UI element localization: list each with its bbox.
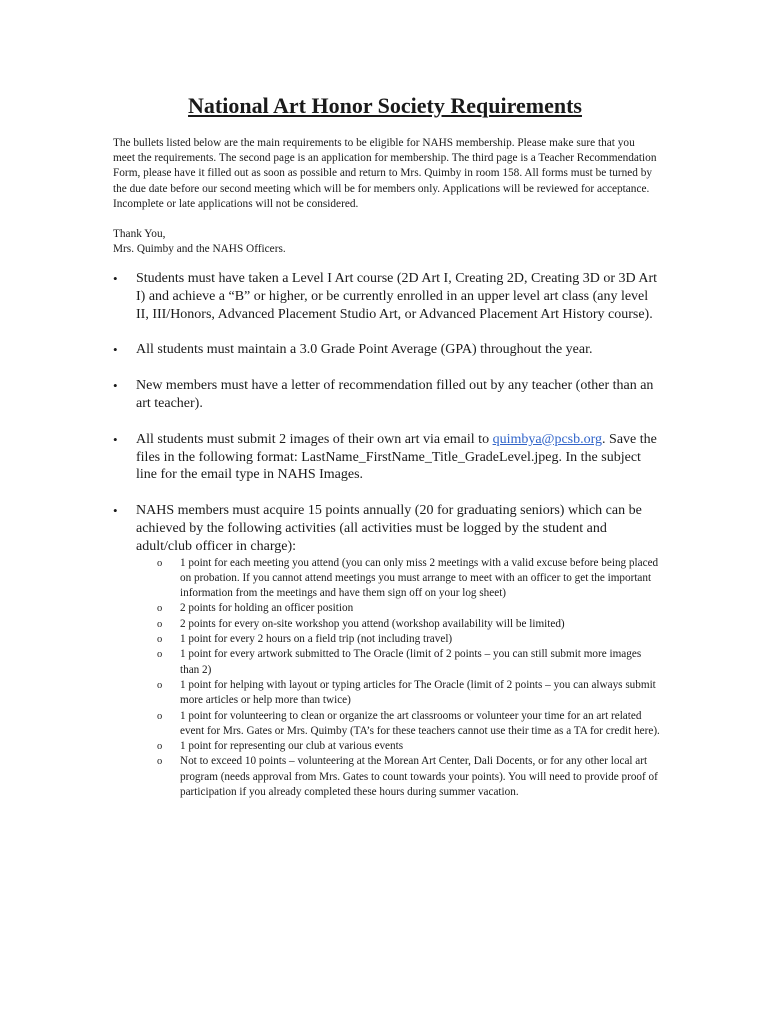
- points-item: [157, 601, 660, 616]
- points-item: [157, 754, 660, 800]
- requirement-images: [113, 431, 658, 484]
- signoff-thanks: Thank You,: [113, 228, 166, 240]
- points-item-text: 2 points for holding an officer position: [180, 602, 354, 615]
- points-item-text: 1 point for volunteering to clean or organize the art classrooms or volunteer your time for an art related event for Mrs. Gates or Mrs. Quimby (TA’s for these teachers cannot use their time as a TA for credit here).: [180, 709, 660, 737]
- page-title: National Art Honor Society Requirements: [188, 93, 582, 118]
- points-item: [157, 678, 660, 709]
- sub-bullet-icon: o: [157, 741, 163, 753]
- sub-bullet-icon: o: [157, 756, 163, 768]
- points-item-text: 1 point for representing our club at various events: [180, 740, 404, 753]
- signoff-signature: Mrs. Quimby and the NAHS Officers.: [113, 243, 286, 256]
- points-item: [157, 556, 660, 602]
- points-item: [157, 617, 660, 632]
- points-item: [157, 739, 660, 754]
- sub-bullet-icon: o: [157, 634, 163, 646]
- sub-bullet-icon: o: [157, 557, 163, 569]
- sub-bullet-icon: o: [157, 679, 163, 691]
- sub-bullet-icon: o: [157, 603, 163, 615]
- requirement-recommendation: [113, 377, 658, 413]
- bullet-icon: •: [113, 271, 118, 286]
- signoff: [113, 227, 286, 257]
- bullet-icon: •: [113, 431, 118, 447]
- points-item-text: 1 point for helping with layout or typing articles for The Oracle (limit of 2 points – you can always submit more articles or help more than twice): [180, 678, 656, 707]
- requirement-text-end: . Save the files in the following format: LastName_FirstName_Title_GradeLevel.jpeg. In the subject line for the email type in NAHS Images.: [136, 431, 657, 483]
- points-item-text: 2 points for every on-site workshop you attend (workshop availability will be limited): [180, 617, 565, 630]
- points-list: [157, 556, 658, 801]
- sub-bullet-icon: o: [157, 710, 163, 722]
- bullet-icon: •: [113, 342, 118, 358]
- requirements-list: [113, 270, 658, 818]
- points-item-text: Not to exceed 10 points – volunteering at the Morean Art Center, Dali Docents, or for any other local art program (needs approval from Mrs. Gates to count towards your points). You will need to provide proof of participation if you already completed these hours during summer vacation.: [180, 755, 658, 799]
- sub-bullet-icon: o: [157, 618, 163, 630]
- requirement-points: [113, 502, 658, 800]
- points-item: [157, 709, 660, 740]
- points-item-text: 1 point for every 2 hours on a field trip (not including travel): [180, 633, 453, 646]
- intro-paragraph: The bullets listed below are the main requirements to be eligible for NAHS membership. Please make sure that you meet the requirements. The second page is an application for membership. The third page is a Teacher Recommendation Form, please have it filled out as soon as possible and return to Mrs. Quimby in room 158. All forms must be turned by the due date before our second meeting which will be for members only. Applications will be reviewed for acceptance. Incomplete or late applications will not be considered.: [113, 137, 657, 210]
- sub-bullet-icon: o: [157, 649, 163, 661]
- points-item-text: 1 point for every artwork submitted to The Oracle (limit of 2 points – you can still submit more images than 2): [180, 648, 642, 676]
- points-item: [157, 647, 660, 678]
- requirement-text: [136, 432, 657, 483]
- requirement-gpa: [113, 341, 658, 359]
- requirement-text: All students must maintain a 3.0 Grade Point Average (GPA) throughout the year.: [136, 342, 593, 358]
- points-item: [157, 632, 660, 647]
- requirement-text: Students must have taken a Level I Art course (2D Art I, Creating 2D, Creating 3D or 3D Art I) and achieve a “B” or higher, or be currently enrolled in an upper level art class (any level II, III/Honors, Advanced Placement Studio Art, or Advanced Placement Art History course).: [136, 271, 657, 322]
- requirement-text: NAHS members must acquire 15 points annually (20 for graduating seniors) which can be achieved by the following activities (all activities must be logged by the student and adult/club officer in charge):: [136, 503, 642, 554]
- requirement-text-start: All students must submit 2 images of their own art via email to: [136, 431, 493, 447]
- bullet-icon: •: [113, 503, 118, 519]
- email-link[interactable]: quimbya@pcsb.org: [492, 431, 603, 447]
- requirement-text: New members must have a letter of recommendation filled out by any teacher (other than an art teacher).: [136, 378, 654, 411]
- requirement-art-course: [113, 270, 658, 323]
- points-item-text: 1 point for each meeting you attend (you can only miss 2 meetings with a valid excuse before being placed on probation. If you cannot attend meetings you must arrange to meet with an officer to get the important information from the meetings and have them sign off on your log sheet): [180, 556, 659, 600]
- bullet-icon: •: [113, 378, 118, 394]
